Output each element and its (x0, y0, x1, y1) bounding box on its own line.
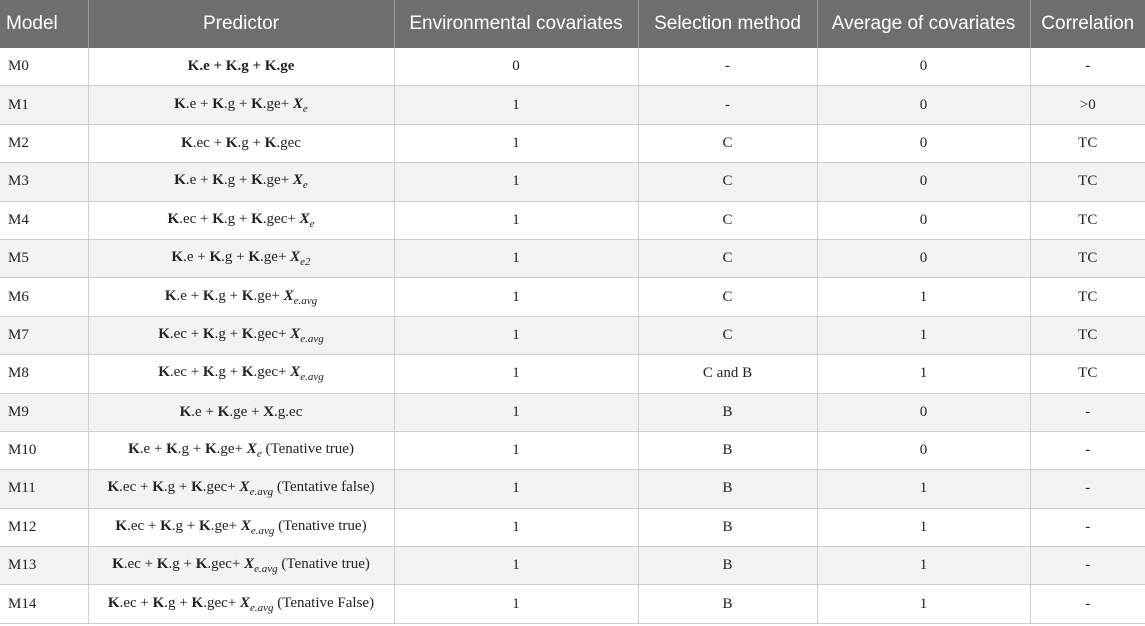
selection-method-cell: C (638, 201, 817, 239)
predictor-cell: $K.ec + K.g + K.gec+ X_{e.avg}$ (88, 355, 394, 393)
environmental-covariates-cell: 1 (394, 239, 638, 277)
environmental-covariates-cell: 1 (394, 355, 638, 393)
correlation-cell: - (1030, 48, 1145, 86)
selection-method-cell: C (638, 316, 817, 354)
average-of-covariates-cell: 0 (817, 163, 1030, 201)
environmental-covariates-cell: 1 (394, 86, 638, 124)
environmental-covariates-cell: 1 (394, 278, 638, 316)
average-of-covariates-cell: 1 (817, 316, 1030, 354)
header-predictor: Predictor (88, 0, 394, 48)
environmental-covariates-cell: 1 (394, 547, 638, 585)
predictor-cell: $K.ec + K.g + K.gec+ X_e$ (88, 201, 394, 239)
table-row (0, 508, 1145, 546)
selection-method-cell: B (638, 431, 817, 469)
model-cell: M4 (0, 201, 88, 239)
correlation-cell: - (1030, 547, 1145, 585)
model-cell: M3 (0, 163, 88, 201)
average-of-covariates-cell: 1 (817, 508, 1030, 546)
model-cell: M0 (0, 48, 88, 86)
selection-method-cell: - (638, 48, 817, 86)
predictor-cell: $K.e + K.g + K.ge+ X_{e.avg}$ (88, 278, 394, 316)
header-selection-method: Selection method (638, 0, 817, 48)
model-cell: M14 (0, 585, 88, 623)
environmental-covariates-cell: 1 (394, 393, 638, 431)
correlation-cell: - (1030, 470, 1145, 508)
table-row (0, 86, 1145, 124)
predictor-cell: $K.ec + K.g + K.gec+ X_{e.avg}$ (Tenative true) (88, 547, 394, 585)
model-cell: M2 (0, 124, 88, 162)
correlation-cell: - (1030, 508, 1145, 546)
table-row (0, 163, 1145, 201)
model-cell: M7 (0, 316, 88, 354)
predictor-cell: K.e + K.ge + X.g.ec (88, 393, 394, 431)
environmental-covariates-cell: 1 (394, 201, 638, 239)
average-of-covariates-cell: 0 (817, 124, 1030, 162)
predictor-cell: $K.e + K.g + K.ge+ X_{e2}$ (88, 239, 394, 277)
predictor-cell: $K.e + K.g + K.ge+ X_e$ (88, 163, 394, 201)
correlation-cell: TC (1030, 201, 1145, 239)
table-row (0, 316, 1145, 354)
correlation-cell: TC (1030, 124, 1145, 162)
selection-method-cell: B (638, 393, 817, 431)
table-row (0, 470, 1145, 508)
average-of-covariates-cell: 0 (817, 393, 1030, 431)
correlation-cell: - (1030, 393, 1145, 431)
predictor-cell: $K.ec + K.g + K.gec+ X_{e.avg}$ (Tenative False) (88, 585, 394, 623)
predictor-cell: $K.e + K.g + K.ge+ X_e$ (Tenative true) (88, 431, 394, 469)
environmental-covariates-cell: 1 (394, 124, 638, 162)
predictor-cell: $K.ec + K.g + K.gec+ X_{e.avg}$ (88, 316, 394, 354)
environmental-covariates-cell: 1 (394, 431, 638, 469)
model-cell: M13 (0, 547, 88, 585)
model-cell: M6 (0, 278, 88, 316)
header-average-of-covariates: Average of covariates (817, 0, 1030, 48)
average-of-covariates-cell: 1 (817, 355, 1030, 393)
environmental-covariates-cell: 0 (394, 48, 638, 86)
average-of-covariates-cell: 0 (817, 201, 1030, 239)
selection-method-cell: C (638, 124, 817, 162)
table-row (0, 585, 1145, 623)
predictor-cell: $K.ec + K.g + K.gec+ X_{e.avg}$ (Tentative false) (88, 470, 394, 508)
model-cell: M9 (0, 393, 88, 431)
correlation-cell: - (1030, 431, 1145, 469)
predictor-cell: K.ec + K.g + K.gec (88, 124, 394, 162)
correlation-cell: TC (1030, 316, 1145, 354)
table-row (0, 355, 1145, 393)
average-of-covariates-cell: 1 (817, 547, 1030, 585)
model-cell: M8 (0, 355, 88, 393)
table-row (0, 278, 1145, 316)
header-row (0, 0, 1145, 48)
selection-method-cell: C (638, 278, 817, 316)
model-cell: M11 (0, 470, 88, 508)
selection-method-cell: C (638, 239, 817, 277)
average-of-covariates-cell: 1 (817, 278, 1030, 316)
model-cell: M1 (0, 86, 88, 124)
average-of-covariates-cell: 1 (817, 585, 1030, 623)
model-cell: M5 (0, 239, 88, 277)
environmental-covariates-cell: 1 (394, 163, 638, 201)
correlation-cell: TC (1030, 278, 1145, 316)
selection-method-cell: C and B (638, 355, 817, 393)
selection-method-cell: - (638, 86, 817, 124)
header-model: Model (0, 0, 88, 48)
selection-method-cell: B (638, 470, 817, 508)
table-row (0, 547, 1145, 585)
average-of-covariates-cell: 1 (817, 470, 1030, 508)
predictor-cell: K.e + K.g + K.ge (88, 48, 394, 86)
environmental-covariates-cell: 1 (394, 508, 638, 546)
environmental-covariates-cell: 1 (394, 316, 638, 354)
correlation-cell: - (1030, 585, 1145, 623)
environmental-covariates-cell: 1 (394, 470, 638, 508)
correlation-cell: TC (1030, 239, 1145, 277)
selection-method-cell: C (638, 163, 817, 201)
selection-method-cell: B (638, 508, 817, 546)
header-environmental-covariates: Environmental covariates (394, 0, 638, 48)
selection-method-cell: B (638, 547, 817, 585)
predictor-cell: $K.ec + K.g + K.ge+ X_{e.avg}$ (Tenative true) (88, 508, 394, 546)
table-row (0, 124, 1145, 162)
average-of-covariates-cell: 0 (817, 431, 1030, 469)
table-row (0, 239, 1145, 277)
environmental-covariates-cell: 1 (394, 585, 638, 623)
model-cell: M12 (0, 508, 88, 546)
table-row (0, 393, 1145, 431)
header-correlation: Correlation (1030, 0, 1145, 48)
average-of-covariates-cell: 0 (817, 86, 1030, 124)
model-cell: M10 (0, 431, 88, 469)
predictor-cell: $K.e + K.g + K.ge+ X_e$ (88, 86, 394, 124)
correlation-cell: >0 (1030, 86, 1145, 124)
table-row (0, 431, 1145, 469)
average-of-covariates-cell: 0 (817, 48, 1030, 86)
correlation-cell: TC (1030, 163, 1145, 201)
table-row (0, 201, 1145, 239)
correlation-cell: TC (1030, 355, 1145, 393)
average-of-covariates-cell: 0 (817, 239, 1030, 277)
selection-method-cell: B (638, 585, 817, 623)
table-row (0, 48, 1145, 86)
